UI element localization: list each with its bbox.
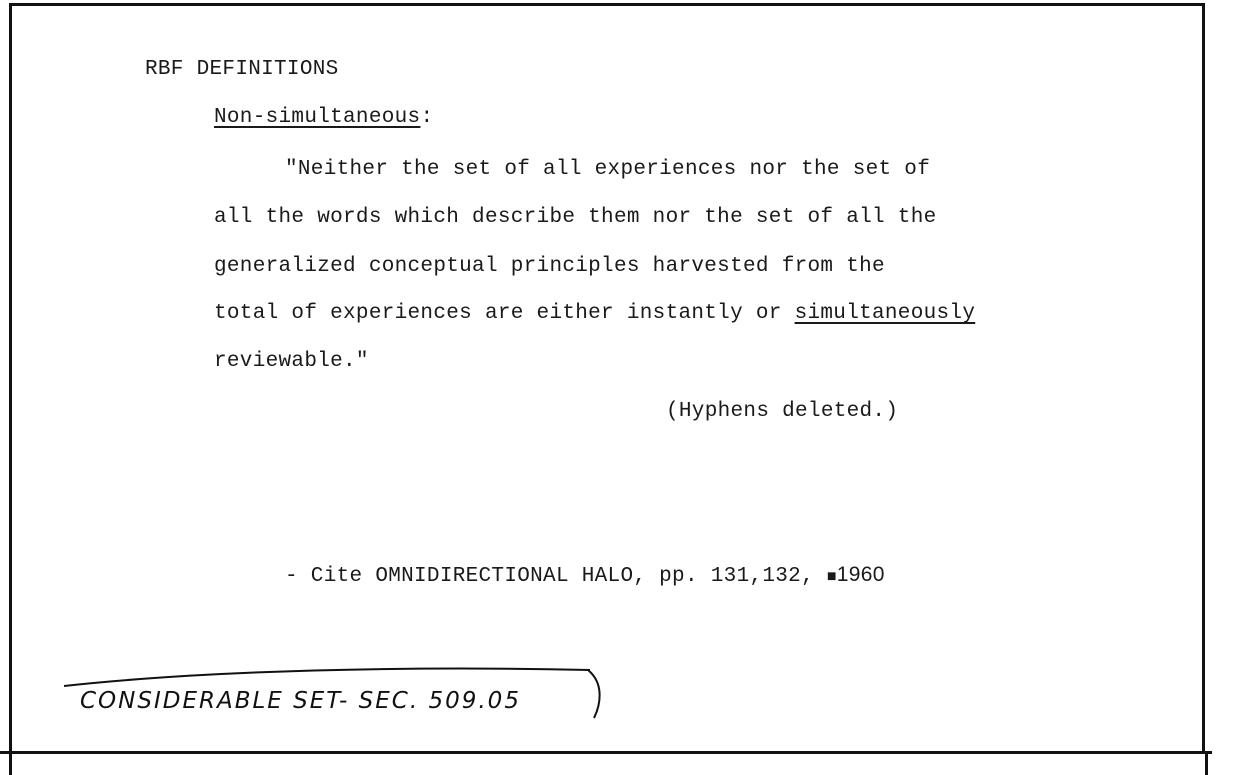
next-card-right-border [1205,754,1208,775]
quote-line-2: all the words which describe them nor the set of all the [214,206,937,229]
citation [285,563,885,588]
term-title [214,106,433,129]
hyphens-note: (Hyphens deleted.) [666,400,899,423]
quote-line-5: reviewable." [214,350,369,373]
quote-emphasis: simultaneously [794,302,976,325]
citation-year: 1960 [836,563,885,586]
term-colon: : [420,106,434,129]
quote-line-3: generalized conceptual principles harvested from the [214,255,885,278]
card-bottom-border [0,751,1212,754]
definition-card [9,3,1205,751]
quote-line-4 [214,302,975,325]
citation-text: - Cite OMNIDIRECTIONAL HALO, pp. 131,132, [285,565,827,588]
card-heading: RBF DEFINITIONS [145,58,339,81]
quote-line-4-text: total of experiences are either instantly or [214,302,795,325]
handwritten-note: CONSIDERABLE SET- SEC. 509.05 [80,688,521,714]
quote-line-1: "Neither the set of all experiences nor the set of [285,158,931,181]
citation-mark: ■ [826,568,837,586]
next-card-left-border [9,754,12,775]
term-label: Non-simultaneous [214,106,421,129]
